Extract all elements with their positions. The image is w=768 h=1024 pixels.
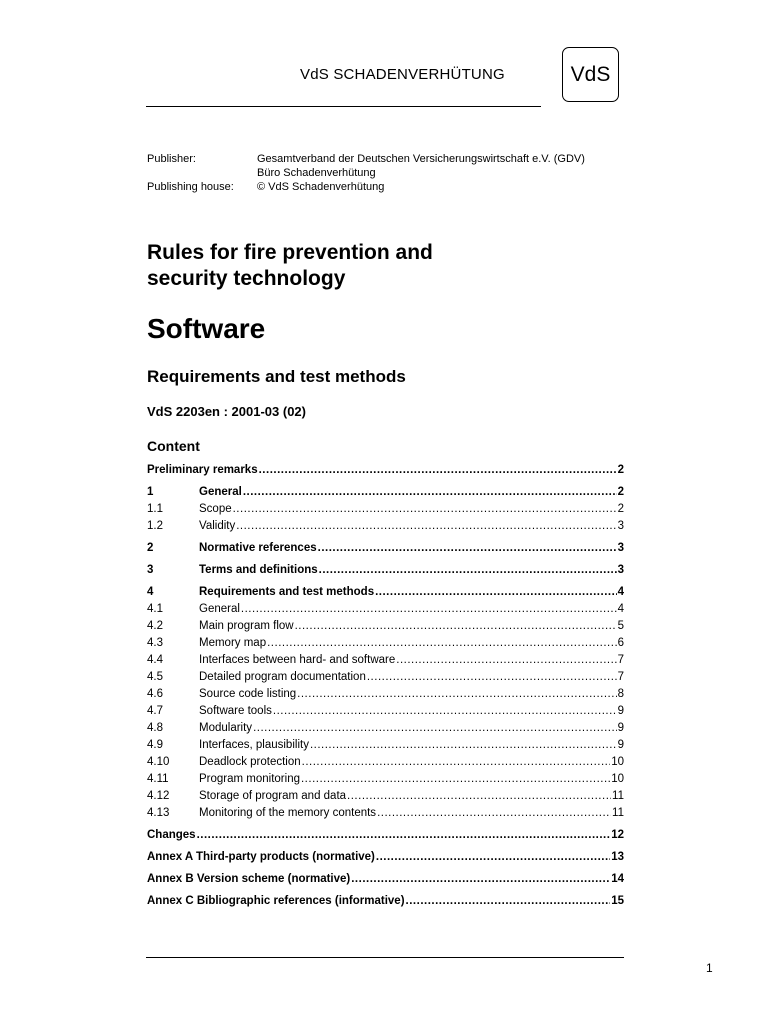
toc-leader-dots [375, 584, 617, 601]
toc-entry[interactable] [147, 849, 624, 866]
toc-leader-dots [267, 635, 616, 652]
toc-entry[interactable] [147, 562, 624, 579]
toc-entry-page: 11 [612, 790, 624, 802]
toc-entry-page: 3 [617, 520, 624, 532]
publishing-house-label: Publishing house: [147, 181, 234, 193]
toc-entry[interactable] [147, 871, 624, 888]
toc-entry-page: 14 [611, 873, 624, 885]
toc-leader-dots [319, 562, 617, 579]
content-heading: Content [147, 438, 200, 454]
toc-entry[interactable] [147, 635, 624, 652]
toc-entry-page: 10 [611, 773, 624, 785]
toc-entry-title: Modularity [199, 722, 253, 734]
toc-leader-dots [310, 737, 617, 754]
toc-entry[interactable] [147, 805, 624, 822]
toc-entry-number: 1.1 [147, 503, 163, 515]
toc-entry-page: 2 [617, 486, 624, 498]
toc-entry[interactable] [147, 827, 624, 844]
toc-leader-dots [233, 501, 617, 518]
rules-title-line-2: security technology [147, 267, 346, 290]
toc-entry-page: 8 [617, 688, 624, 700]
toc-leader-dots [253, 720, 617, 737]
toc-entry-title: Preliminary remarks [147, 464, 258, 476]
toc-entry[interactable] [147, 501, 624, 518]
toc-leader-dots [301, 771, 610, 788]
toc-entry[interactable] [147, 540, 624, 557]
table-of-contents [147, 462, 624, 910]
toc-entry-page: 6 [617, 637, 624, 649]
toc-entry-title: Validity [199, 520, 236, 532]
publisher-line-1: Gesamtverband der Deutschen Versicherungswirtschaft e.V. (GDV) [257, 153, 585, 165]
toc-entry-page: 13 [611, 851, 624, 863]
toc-leader-dots [236, 518, 616, 535]
toc-entry-title: Software tools [199, 705, 272, 717]
toc-entry-page: 15 [611, 895, 624, 907]
toc-entry[interactable] [147, 720, 624, 737]
toc-entry-number: 4 [147, 586, 154, 598]
toc-entry-title: Annex C Bibliographic references (informative) [147, 895, 405, 907]
toc-entry-title: Terms and definitions [199, 564, 318, 576]
publisher-line-2: Büro Schadenverhütung [257, 167, 376, 179]
publisher-row [147, 152, 585, 180]
toc-entry-title: Program monitoring [199, 773, 300, 785]
toc-entry-title: Normative references [199, 542, 317, 554]
toc-entry-title: General [199, 603, 240, 615]
toc-entry-title: Interfaces, plausibility [199, 739, 309, 751]
rules-title-line-1: Rules for fire prevention and [147, 241, 433, 264]
page-number: 1 [706, 961, 713, 975]
header-divider [146, 106, 541, 107]
toc-entry[interactable] [147, 518, 624, 535]
toc-leader-dots [241, 601, 617, 618]
toc-leader-dots [376, 849, 610, 866]
toc-entry-page: 3 [617, 542, 624, 554]
toc-leader-dots [197, 827, 611, 844]
toc-entry-title: Source code listing [199, 688, 297, 700]
toc-entry-page: 7 [617, 654, 624, 666]
toc-leader-dots [243, 484, 617, 501]
toc-entry[interactable] [147, 669, 624, 686]
toc-entry-page: 9 [617, 739, 624, 751]
toc-entry-number: 4.11 [147, 773, 169, 785]
publisher-info [147, 152, 585, 194]
toc-entry[interactable] [147, 771, 624, 788]
toc-entry[interactable] [147, 893, 624, 910]
toc-entry-number: 4.9 [147, 739, 163, 751]
toc-entry-page: 12 [611, 829, 624, 841]
toc-leader-dots [259, 462, 617, 479]
toc-entry-title: Annex B Version scheme (normative) [147, 873, 351, 885]
toc-entry-title: Memory map [199, 637, 267, 649]
toc-entry-title: Interfaces between hard- and software [199, 654, 396, 666]
toc-entry-page: 3 [617, 564, 624, 576]
toc-entry-number: 4.1 [147, 603, 163, 615]
toc-entry[interactable] [147, 462, 624, 479]
toc-entry-page: 4 [617, 603, 624, 615]
publishing-house-value: © VdS Schadenverhütung [257, 181, 385, 193]
toc-entry-page: 4 [617, 586, 624, 598]
toc-entry[interactable] [147, 652, 624, 669]
toc-entry[interactable] [147, 584, 624, 601]
toc-entry-number: 3 [147, 564, 154, 576]
toc-leader-dots [318, 540, 617, 557]
toc-entry-number: 4.8 [147, 722, 163, 734]
toc-leader-dots [297, 686, 616, 703]
publisher-value [257, 152, 585, 180]
toc-entry-title: Annex A Third-party products (normative) [147, 851, 375, 863]
toc-entry-number: 4.12 [147, 790, 170, 802]
toc-entry-number: 4.13 [147, 807, 170, 819]
logo-text: VdS [570, 62, 611, 86]
toc-entry-number: 1.2 [147, 520, 163, 532]
toc-entry[interactable] [147, 788, 624, 805]
toc-entry-title: Changes [147, 829, 196, 841]
toc-leader-dots [273, 703, 617, 720]
vds-logo [562, 47, 619, 102]
toc-entry-number: 4.3 [147, 637, 163, 649]
rules-title [147, 240, 567, 292]
toc-entry-title: Deadlock protection [199, 756, 301, 768]
toc-entry[interactable] [147, 484, 624, 501]
toc-entry-number: 4.7 [147, 705, 163, 717]
document-number: VdS 2203en : 2001-03 (02) [147, 404, 306, 419]
document-title: Software [147, 313, 266, 344]
toc-entry-title: Detailed program documentation [199, 671, 366, 683]
toc-leader-dots [406, 893, 611, 910]
toc-entry-number: 4.4 [147, 654, 163, 666]
toc-entry-title: Scope [199, 503, 232, 515]
toc-entry-page: 10 [611, 756, 624, 768]
toc-entry[interactable] [147, 737, 624, 754]
toc-entry-number: 2 [147, 542, 154, 554]
toc-leader-dots [396, 652, 616, 669]
toc-entry-page: 9 [617, 722, 624, 734]
toc-entry-number: 4.2 [147, 620, 163, 632]
toc-entry-page: 7 [617, 671, 624, 683]
toc-entry-page: 11 [612, 807, 624, 819]
toc-entry-title: Storage of program and data [199, 790, 347, 802]
toc-entry[interactable] [147, 686, 624, 703]
toc-entry-number: 4.5 [147, 671, 163, 683]
document-subtitle: Requirements and test methods [147, 367, 406, 386]
footer-divider [146, 957, 624, 958]
toc-entry-number: 1 [147, 486, 154, 498]
toc-entry-title: Requirements and test methods [199, 586, 375, 598]
toc-entry-page: 9 [617, 705, 624, 717]
toc-entry[interactable] [147, 618, 624, 635]
toc-entry-title: Main program flow [199, 620, 294, 632]
toc-leader-dots [367, 669, 617, 686]
publishing-house-row [147, 180, 585, 194]
toc-leader-dots [295, 618, 617, 635]
toc-entry[interactable] [147, 754, 624, 771]
toc-entry-page: 2 [617, 464, 624, 476]
toc-entry-number: 4.10 [147, 756, 170, 768]
toc-entry-number: 4.6 [147, 688, 163, 700]
toc-entry-title: Monitoring of the memory contents [199, 807, 377, 819]
toc-entry-page: 2 [617, 503, 624, 515]
toc-leader-dots [377, 805, 611, 822]
toc-leader-dots [351, 871, 610, 888]
toc-leader-dots [347, 788, 611, 805]
toc-entry[interactable] [147, 703, 624, 720]
toc-entry-page: 5 [617, 620, 624, 632]
publisher-label: Publisher: [147, 153, 196, 165]
organization-name: VdS SCHADENVERHÜTUNG [300, 66, 505, 83]
toc-entry-title: General [199, 486, 242, 498]
toc-entry[interactable] [147, 601, 624, 618]
toc-leader-dots [302, 754, 611, 771]
